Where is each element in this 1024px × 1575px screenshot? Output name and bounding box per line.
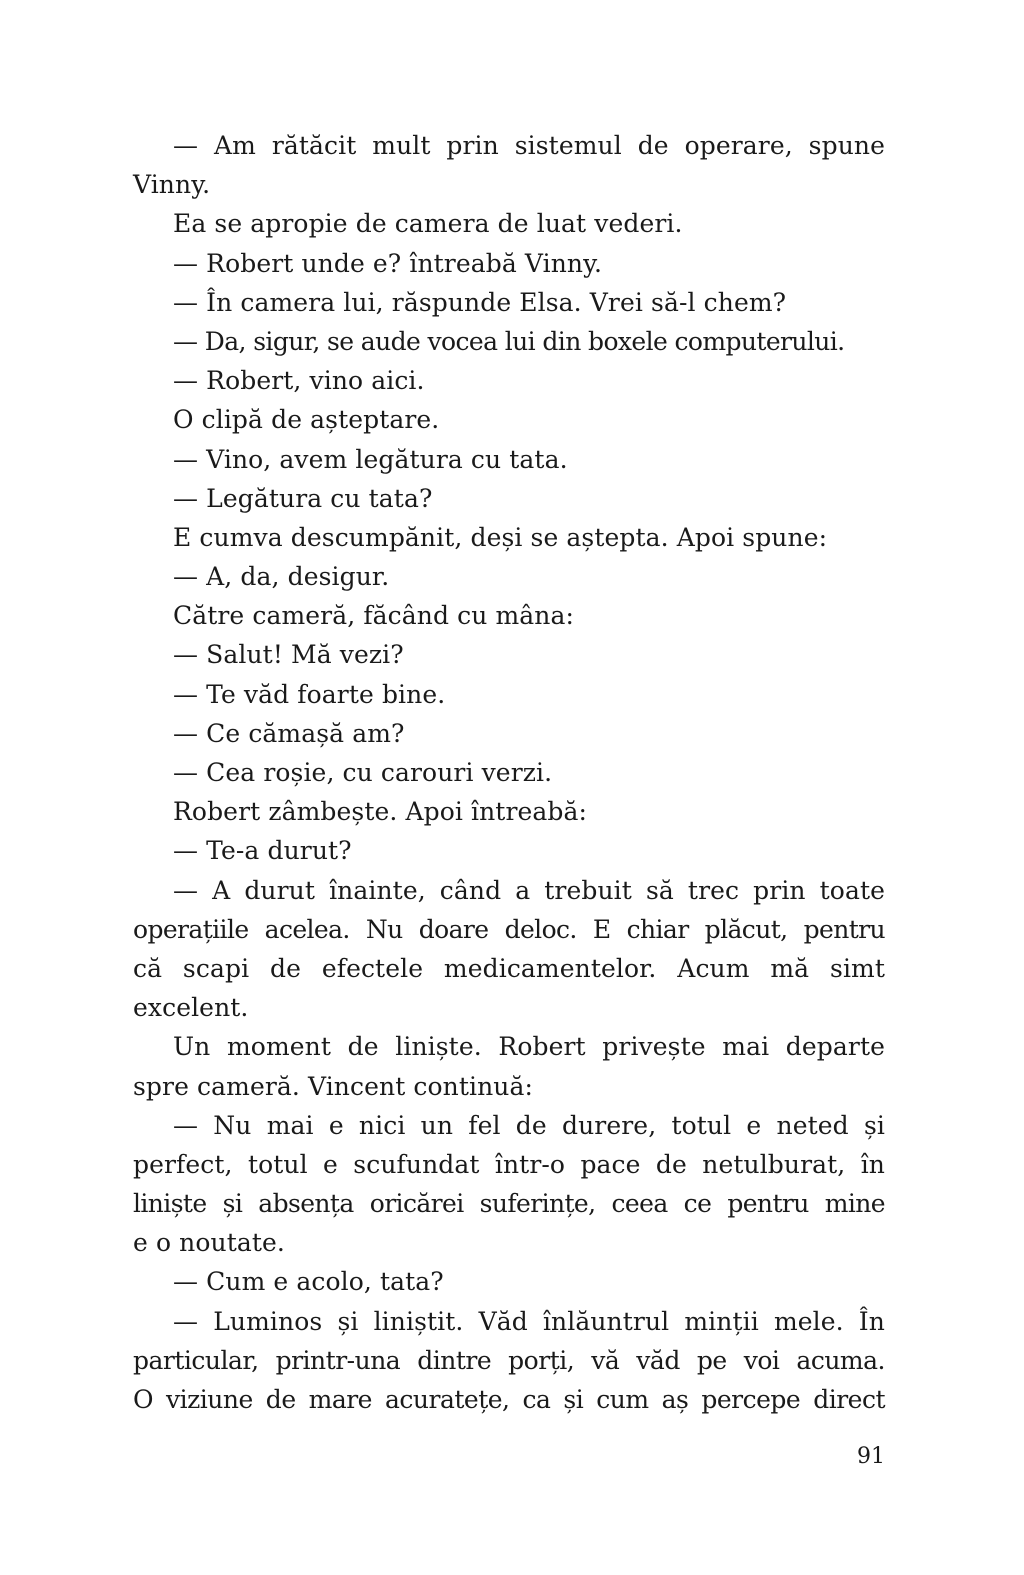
text-line: — În camera lui, răspunde Elsa. Vrei să-l chem? [173,287,787,317]
text-line: — A, da, desigur. [173,562,390,592]
text-line: operațiile acelea. Nu doare deloc. E chiar plăcut, pentru [133,914,885,944]
text-line: — Te văd foarte bine. [173,679,446,709]
text-line: — Ce cămașă am? [173,718,405,748]
text-line: liniște și absența oricărei suferințe, ceea ce pentru mine [133,1189,885,1219]
text-line: e o noutate. [133,1228,285,1258]
text-line: excelent. [133,993,249,1023]
text-line: — Da, sigur, se aude vocea lui din boxele computerului. [173,326,845,356]
page-number: 91 [857,1444,885,1469]
text-line: — Salut! Mă vezi? [173,640,404,670]
text-line: — Legătura cu tata? [173,483,433,513]
text-line: — Luminos și liniștit. Văd înlăuntrul minții mele. În [173,1306,885,1336]
text-line: — Robert unde e? întreabă Vinny. [173,248,603,278]
text-line: Către cameră, făcând cu mâna: [173,601,575,631]
text-line: particular, printr-una dintre porți, vă văd pe voi acuma. [133,1345,885,1375]
body-text [133,126,885,1419]
text-line: spre cameră. Vincent continuă: [133,1071,534,1101]
text-line: — Robert, vino aici. [173,366,425,396]
text-line: — Vino, avem legătura cu tata. [173,444,568,474]
text-line: Un moment de liniște. Robert privește mai departe [173,1032,885,1062]
text-line: Robert zâmbește. Apoi întreabă: [173,797,588,827]
text-line: O clipă de așteptare. [173,405,440,435]
text-line: perfect, totul e scufundat într-o pace de netulburat, în [133,1149,885,1179]
text-line: — Cum e acolo, tata? [173,1267,444,1297]
text-line: că scapi de efectele medicamentelor. Acum mă simt [133,953,885,983]
text-line: — Am rătăcit mult prin sistemul de operare, spune [173,131,885,160]
text-line: E cumva descumpănit, deși se aștepta. Apoi spune: [173,522,828,552]
text-line: — Cea roșie, cu carouri verzi. [173,758,553,787]
text-line: — A durut înainte, când a trebuit să trec prin toate [173,875,885,905]
text-line: Ea se apropie de camera de luat vederi. [173,209,683,239]
text-line: O viziune de mare acuratețe, ca și cum aș percepe direct [133,1385,885,1414]
text-line: — Te-a durut? [173,836,352,866]
text-line: — Nu mai e nici un fel de durere, totul e neted și [173,1110,885,1140]
text-line: Vinny. [133,170,211,200]
